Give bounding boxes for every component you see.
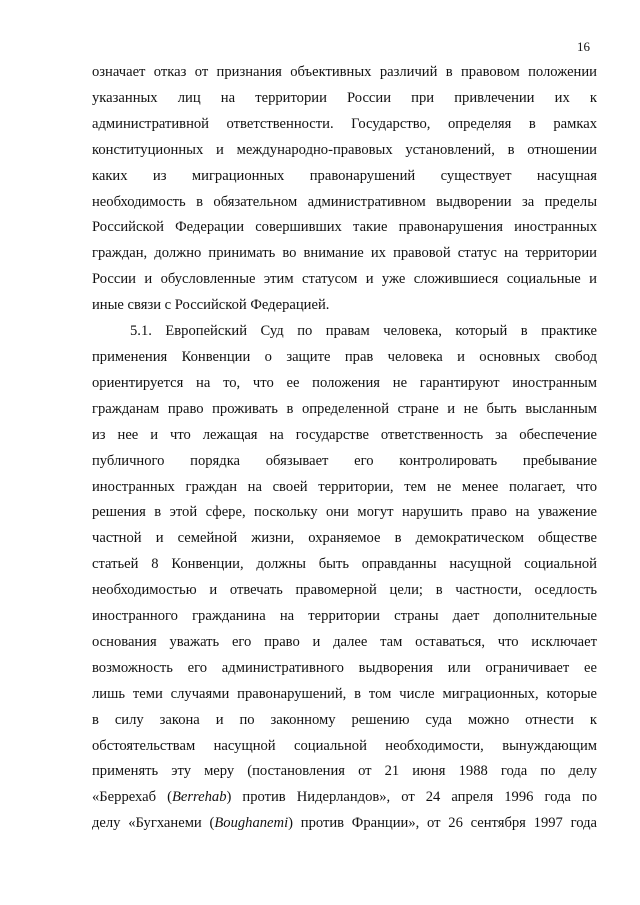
text-line: решения в этой сфере, поскольку они могут нарушить право на уважение <box>92 504 597 521</box>
text-line: России и обусловленные этим статусом и уже сложившиеся социальные и <box>92 271 597 288</box>
text-line: иностранного гражданина на территории страны дает дополнительные <box>92 608 597 625</box>
text-line: необходимостью и отвечать правомерной цели; в частности, оседлость <box>92 582 597 599</box>
text-line: из нее и что лежащая на государстве ответственность за обеспечение <box>92 426 597 443</box>
text-line: основания уважать его право и далее там оставаться, что исключает <box>92 633 597 650</box>
case-name-latin: Boughanemi <box>214 815 289 832</box>
text-line-citation <box>92 811 597 837</box>
citation-text: «Беррехаб ( <box>92 789 172 806</box>
citation-text: ) против Франции», от 26 сентября 1997 года <box>288 815 597 832</box>
text-line: применения Конвенции о защите прав человека и основных свобод <box>92 348 597 365</box>
text-line: гражданам право проживать в определенной стране и не быть высланным <box>92 400 597 417</box>
text-line: каких из миграционных правонарушений существует насущная <box>92 167 597 184</box>
text-line: в силу закона и по законному решению суда можно отнести к <box>92 711 597 728</box>
text-line: ориентируется на то, что ее положения не гарантируют иностранным <box>92 374 597 391</box>
text-line: публичного порядка обязывает его контролировать пребывание <box>92 452 597 469</box>
text-line: Российской Федерации совершивших такие правонарушения иностранных <box>92 219 597 236</box>
text-line: необходимость в обязательном административном выдворении за пределы <box>92 193 597 210</box>
text-line: означает отказ от признания объективных различий в правовом положении <box>92 64 597 80</box>
citation-text: ) против Нидерландов», от 24 апреля 1996 года по <box>226 789 597 806</box>
text-line: возможность его административного выдворения или ограничивает ее <box>92 659 597 676</box>
text-line: лишь теми случаями правонарушений, в том числе миграционных, которые <box>92 685 597 702</box>
page-number: 16 <box>577 39 590 54</box>
body-text <box>92 60 597 837</box>
text-line: административной ответственности. Государство, определяя в рамках <box>92 115 597 132</box>
text-line: конституционных и международно-правовых установлений, в отношении <box>92 141 597 158</box>
text-line: частной и семейной жизни, охраняемое в демократическом обществе <box>92 530 597 547</box>
text-line: иностранных граждан на своей территории, тем не менее полагает, что <box>92 478 597 495</box>
text-line: иные связи с Российской Федерацией. <box>92 297 330 314</box>
case-name-latin: Berrehab <box>171 789 227 806</box>
text-line: указанных лиц на территории России при привлечении их к <box>92 89 597 106</box>
text-line: граждан, должно принимать во внимание их правовой статус на территории <box>92 245 597 262</box>
text-line-citation <box>92 785 597 811</box>
text-line: применять эту меру (постановления от 21 июня 1988 года по делу <box>92 763 597 780</box>
citation-text: делу «Бугханеми ( <box>92 815 215 832</box>
text-line: 5.1. Европейский Суд по правам человека, который в практике <box>130 323 597 340</box>
text-line: статьей 8 Конвенции, должны быть оправданны насущной социальной <box>92 556 597 573</box>
text-line: обстоятельствам насущной социальной необходимости, вынуждающим <box>92 737 597 754</box>
